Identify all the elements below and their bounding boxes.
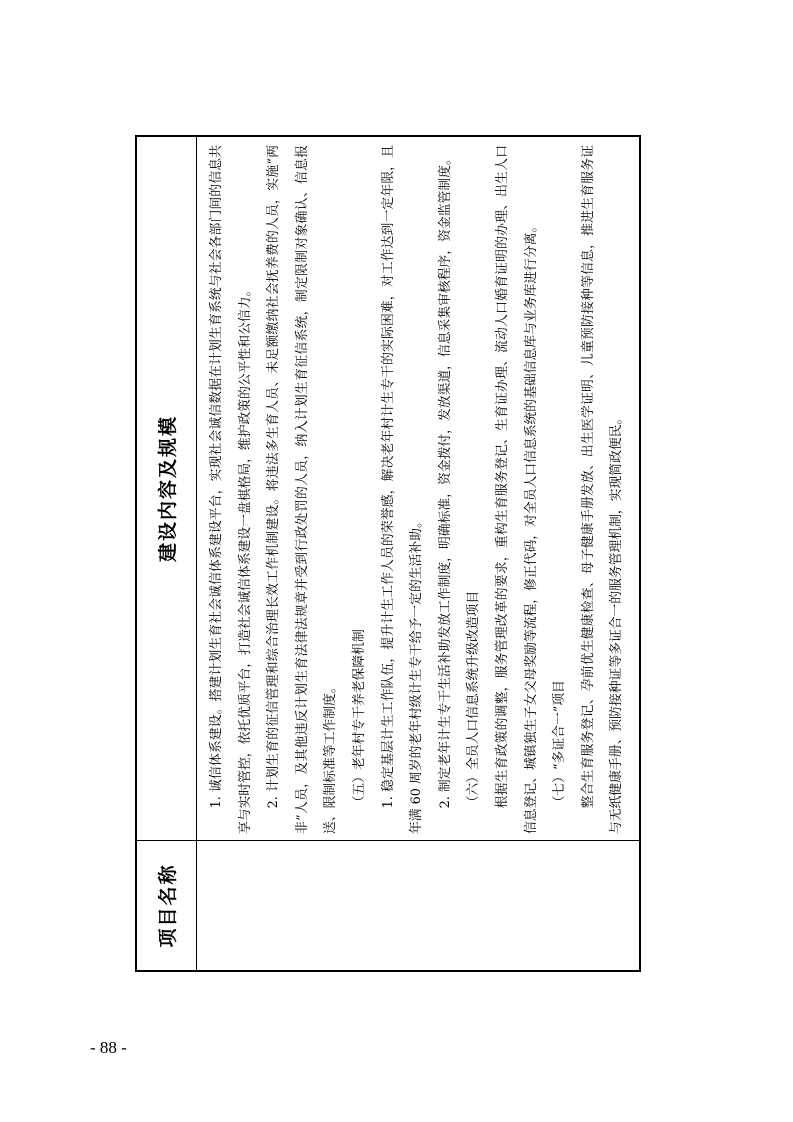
page-number: - 88 -: [90, 1038, 127, 1057]
paragraph-stabilize-staff: 1. 稳定基层计生工作队伍，提升计生工作人员的荣誉感，解决老年村计生专干的实际困难，对工作达到一定年限，且年满 60 周岁的老年村级计生专干给予一定的生活补助。: [380, 145, 425, 834]
section-heading-six: （六）全员人口信息系统升级改造项目: [466, 590, 482, 809]
section-heading-seven: （七）“多证合一”项目: [552, 680, 568, 809]
paragraph-subsidy-system: 2. 制定老年计生专干生活补助发放工作制度，明确标准，资金拨付，发放渠道，信息采集审核程序，资金监管制度。: [437, 152, 453, 809]
table-body-row: [197, 137, 639, 970]
paragraph-credit-management: 2. 计划生育的征信管理和综合治理长效工作机制建设。将违法多生育人员、未足额缴纳社会抚养费的人员，实施“两非”人员，及其他违反计划生育法律法规章并受到行政处罚的人员，纳入计划生育征信系统，制定限制对象确认、信息报送、限制标准等工作制度。: [266, 145, 339, 834]
paragraph-policy-adjustment: 根据生育政策的调整，服务管理改革的要求，重构生育服务登记、生育证办理、流动人口婚育证明的办理、出生人口信息登记、城镇独生子女父母奖励等流程，修正代码，对全员人口信息系统的基础信息库与业务库进行分离。: [494, 145, 539, 834]
rotated-table: [135, 135, 641, 972]
paragraph-multi-certificate: 整合生育服务登记、孕前优生健康检查、母子健康手册发放、出生医学证明、儿童预防接种等信息，推进生育服务证与无纸健康手册、预防接种证等多证合一的服务管理机制，实现简政便民。: [580, 145, 625, 834]
header-content-scale: 建设内容及规模: [157, 415, 179, 563]
header-project-name: 项目名称: [137, 840, 196, 970]
section-heading-five: （五）老年村专干养老保障机制: [351, 629, 367, 809]
table-header-row: [137, 137, 197, 970]
project-name-cell: [197, 840, 639, 970]
paragraph-credit-system: 1. 诚信体系建设。搭建计划生育社会诚信体系建设平台，实现社会诚信数据在计划生育系统与社会各部门间的信息共享与实时管控，依托优质平台，打造社会诚信体系建设一盘棋格局，维护政策的公平性和公信力。: [209, 145, 253, 834]
content-cell: [197, 137, 639, 840]
